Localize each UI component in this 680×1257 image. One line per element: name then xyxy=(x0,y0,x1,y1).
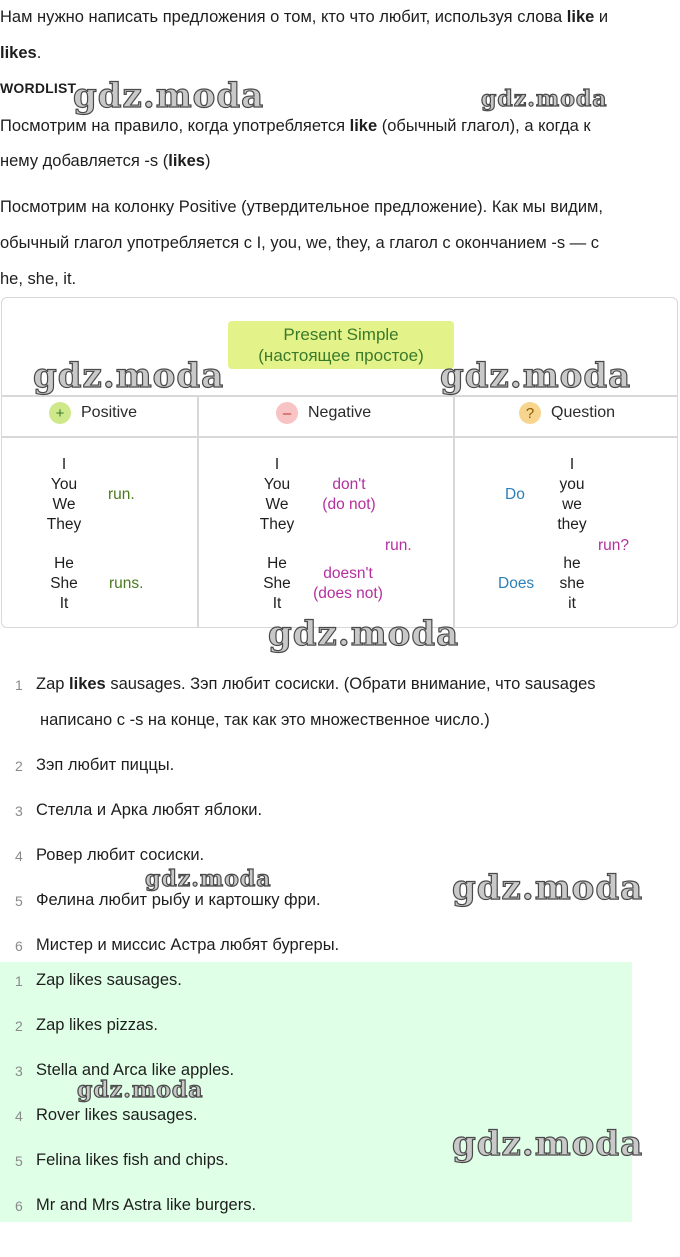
aux-text: doesn't xyxy=(323,565,373,582)
divider xyxy=(2,436,677,438)
pronoun: I xyxy=(569,456,575,473)
intro-and: и xyxy=(594,8,609,26)
answer-text: Zap likes pizzas. xyxy=(36,1016,158,1034)
pronoun: They xyxy=(259,516,295,533)
verb-run: run. xyxy=(385,537,412,554)
aux-text: (does not) xyxy=(313,585,383,602)
question-pronouns-plural xyxy=(550,455,594,535)
pronoun: he xyxy=(563,555,581,572)
rule-text: (обычный глагол), а когда к xyxy=(377,117,591,135)
item-number: 3 xyxy=(15,803,23,819)
intro-line-2 xyxy=(0,44,41,63)
question-icon: ? xyxy=(519,402,541,424)
item-text: Мистер и миссис Астра любят бургеры. xyxy=(36,936,340,954)
item-text: написано с -s на конце, так как это множественное число.) xyxy=(40,711,490,729)
item-number: 5 xyxy=(15,893,23,909)
item-number: 2 xyxy=(15,758,23,774)
positive-pronouns-singular xyxy=(42,554,86,614)
rule-line-1 xyxy=(0,117,591,136)
pronoun: She xyxy=(50,575,78,592)
header-negative xyxy=(276,402,371,424)
pronoun: you xyxy=(559,476,585,493)
present-simple-table xyxy=(1,297,678,628)
aux-doesnt xyxy=(308,564,388,604)
divider xyxy=(2,395,677,397)
watermark: gdz.moda xyxy=(145,866,272,892)
divider xyxy=(453,395,455,627)
negative-pronouns-plural xyxy=(255,455,299,535)
verb-run: run. xyxy=(108,486,135,503)
pronoun: You xyxy=(263,476,291,493)
pronoun: I xyxy=(274,456,280,473)
item-text: Стелла и Арка любят яблоки. xyxy=(36,801,263,819)
item-text: Фелина любит рыбу и картошку фри. xyxy=(36,891,321,909)
verb-run-question: run? xyxy=(598,537,630,554)
item-number: 4 xyxy=(15,1108,23,1124)
answer-text: Felina likes fish and chips. xyxy=(36,1151,229,1169)
item-number: 6 xyxy=(15,1198,23,1214)
keyword-likes: likes xyxy=(69,675,106,693)
answer-text: Mr and Mrs Astra like burgers. xyxy=(36,1196,257,1214)
keyword-like: like xyxy=(349,117,378,135)
header-question xyxy=(519,402,615,424)
answers-panel xyxy=(0,962,632,1222)
text-part: Zap xyxy=(36,675,70,693)
plus-icon: + xyxy=(49,402,71,424)
keyword-like: like xyxy=(566,8,595,26)
item-number: 1 xyxy=(15,973,23,989)
verb-runs: runs. xyxy=(109,575,144,592)
pronoun: it xyxy=(568,595,576,612)
pronoun: We xyxy=(52,496,76,513)
header-label: Positive xyxy=(81,404,138,421)
pronoun: He xyxy=(54,555,74,572)
question-pronouns-singular xyxy=(550,554,594,614)
aux-text: (do not) xyxy=(322,496,376,513)
watermark: gdz.moda xyxy=(33,356,225,396)
positive-note-line-1: Посмотрим на колонку Positive (утвердительное предложение). Как мы видим, xyxy=(0,198,603,216)
pronoun: she xyxy=(559,575,585,592)
table-title xyxy=(228,321,454,369)
item-number: 2 xyxy=(15,1018,23,1034)
rule-text: Посмотрим на правило, когда употребляется xyxy=(0,117,350,135)
divider xyxy=(197,395,199,627)
rule-text: ) xyxy=(204,152,211,170)
answer-text: Rover likes sausages. xyxy=(36,1106,198,1124)
aux-text: don't xyxy=(332,476,366,493)
intro-period: . xyxy=(36,44,42,62)
answer-text: Stella and Arca like apples. xyxy=(36,1061,235,1079)
keyword-likes: likes xyxy=(0,44,37,62)
pronoun: She xyxy=(263,575,291,592)
item-text: Ровер любит сосиски. xyxy=(36,846,205,864)
item-number: 1 xyxy=(15,677,23,693)
minus-icon: – xyxy=(276,402,298,424)
answer-text: Zap likes sausages. xyxy=(36,971,182,989)
item-number: 5 xyxy=(15,1153,23,1169)
positive-note-line-3: he, she, it. xyxy=(0,270,77,288)
negative-pronouns-singular xyxy=(255,554,299,614)
pronoun: You xyxy=(50,476,78,493)
wordlist-heading: WORDLIST xyxy=(0,80,77,96)
header-label: Negative xyxy=(308,404,372,421)
table-title-sub: (настоящее простое) xyxy=(258,346,424,365)
keyword-likes: likes xyxy=(168,152,205,170)
intro-line-1 xyxy=(0,8,608,27)
intro-text: Нам нужно написать предложения о том, кто что любит, используя слова xyxy=(0,8,567,26)
aux-does: Does xyxy=(498,575,535,592)
header-positive xyxy=(49,402,137,424)
pronoun: We xyxy=(265,496,289,513)
rule-text: нему добавляется -s ( xyxy=(0,152,169,170)
text-part: sausages. Зэп любит сосиски. (Обрати внимание, что sausages xyxy=(105,675,596,693)
header-label: Question xyxy=(551,404,616,421)
item-number: 6 xyxy=(15,938,23,954)
item-text xyxy=(36,675,596,694)
positive-note-line-2: обычный глагол употребляется с I, you, we, they, а глагол с окончанием -s — с xyxy=(0,234,599,252)
positive-pronouns-plural xyxy=(42,455,86,535)
watermark: gdz.moda xyxy=(77,1077,204,1103)
watermark: gdz.moda xyxy=(73,76,265,116)
watermark: gdz.moda xyxy=(481,86,608,112)
watermark: gdz.moda xyxy=(452,1124,644,1164)
watermark: gdz.moda xyxy=(268,614,460,654)
item-text: Зэп любит пиццы. xyxy=(36,756,175,774)
item-number: 3 xyxy=(15,1063,23,1079)
watermark: gdz.moda xyxy=(440,356,632,396)
rule-line-2 xyxy=(0,152,210,171)
pronoun: He xyxy=(267,555,287,572)
pronoun: They xyxy=(46,516,82,533)
aux-do: Do xyxy=(505,486,525,503)
pronoun: we xyxy=(562,496,582,513)
pronoun: I xyxy=(61,456,67,473)
item-number: 4 xyxy=(15,848,23,864)
pronoun: they xyxy=(557,516,587,533)
table-title-main: Present Simple xyxy=(283,325,399,344)
aux-dont xyxy=(315,475,383,515)
pronoun: It xyxy=(59,595,69,612)
watermark: gdz.moda xyxy=(452,868,644,908)
pronoun: It xyxy=(272,595,282,612)
